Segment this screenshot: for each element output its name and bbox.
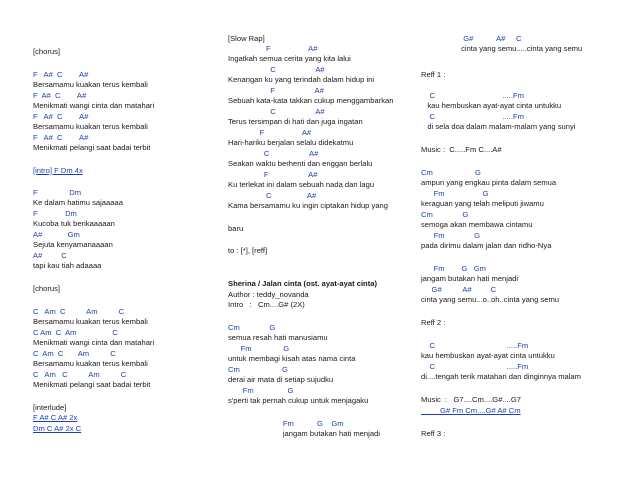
lyric-line: Intro : Cm....G# (2X) [228,300,305,309]
lyric-line: Kama bersamamu ku ingin ciptakan hidup yang [228,201,388,210]
lyric-line: Bersamamu kuakan terus kembali [33,359,148,368]
lyric-line: Music : G7....Cm....G#....G7 [421,395,522,404]
lyric-line: Bersamamu kuakan terus kembali [33,317,148,326]
lyric-line: Music : C.....Fm C....A# [421,145,502,154]
chord-line: Cm G [421,210,469,219]
chord-line: C Am C Am C [33,370,127,379]
lyric-line: tapi kau tiah adaaaa [33,261,102,270]
lyric-line: Kenangan ku yang terindah dalam hidup ini [228,75,375,84]
lyric-line: cinta yang semu...o..oh..cinta yang semu [421,295,560,304]
lyric-line: Terus tersimpan di hati dan juga ingatan [228,117,363,126]
lyric-line: Sherina / Jalan cinta (ost. ayat-ayat cinta) [228,279,377,288]
lyric-line: Bersamamu kuakan terus kembali [33,80,148,89]
lyric-line: semua resah hati manusiamu [228,333,328,342]
chord-line: F Dm [33,188,82,197]
chord-line: Dm C A# 2x C [33,424,82,433]
chord-line: C A# [228,149,319,158]
lyric-line: Menikmati pelangi saat badai terbit [33,380,151,389]
lyric-line: Sebuah kata-kata takkan cukup menggambarkan [228,96,394,105]
chord-line: Fm G Gm [421,264,486,273]
lyric-line: semoga akan membawa cintamu [421,220,533,229]
chord-line: F A# C A# [33,70,89,79]
lyric-line: Ku terlekat ini dalam sebuah nada dan lagu [228,180,375,189]
lyric-line: cinta yang semu.....cinta yang semu [421,44,583,53]
chord-line: A# Gm [33,230,80,239]
chord-line: C .....Fm [421,341,529,350]
chord-line: F A# C A# [33,91,87,100]
lyric-line: Reff 3 : [421,429,446,438]
lyric-line: Ingatkah semua cerita yang kita lalui [228,54,351,63]
chord-line: Fm G [421,189,489,198]
lyric-line: [chorus] [33,47,61,56]
chord-line: C .....Fm [421,91,524,100]
chord-line: C Am C Am C [33,349,116,358]
lyric-line: Sejuta kenyamanaaaan [33,240,113,249]
chord-line: Fm G Gm [228,419,344,428]
lyric-line: Seakan waktu berhenti dan enggan berlalu [228,159,373,168]
lyric-line: baru [228,224,244,233]
chord-line: Cm G [228,323,276,332]
lyric-line: Kucoba tuk berikaaaaan [33,219,115,228]
lyric-line: keraguan yang telah meliputi jiwamu [421,199,544,208]
lyric-line: di....tengah terik matahari dan dinginnya malam [421,372,581,381]
lyric-line: Bersamamu kuakan terus kembali [33,122,148,131]
lyric-line: Menikmati wangi cinta dan matahari [33,338,155,347]
chord-line: C A# [228,191,317,200]
chord-line: F A# [228,86,324,95]
chord-line: G# A# C [421,285,497,294]
chord-line: Cm G [228,365,288,374]
chord-line: C .....Fm [421,362,529,371]
chord-line: [intro] F Dm 4x [33,166,83,175]
lyric-line: ampun yang engkau pinta dalam semua [421,178,557,187]
chord-line: C A# [228,107,325,116]
lyric-line: Hari-hariku berjalan selalu didekatmu [228,138,354,147]
lyric-line: kau hembuskan ayat-ayat cinta untukku [421,101,562,110]
chord-line: G# A# C [421,34,522,43]
chord-line: C Am C Am C [33,328,118,337]
chord-line: F A# C A# [33,112,89,121]
chord-line: F A# C A# [33,133,89,142]
lyric-line: untuk membagi kisah atas nama cinta [228,354,356,363]
chord-line: Fm G [228,344,290,353]
lyric-line: derai air mata di setiap sujudku [228,375,334,384]
chord-line: Cm G [421,168,481,177]
chord-line: F A# [228,128,312,137]
lyric-line: [Slow Rap] [228,34,265,43]
chord-line: F A# [228,170,318,179]
lyric-line: s'perti tak pernah cukup untuk menjagaku [228,396,369,405]
lyric-line: to : [*], [reff] [228,246,268,255]
lyric-line: Reff 1 : [421,70,446,79]
chord-line: F A# C A# 2x [33,413,78,422]
chord-line: F A# [228,44,318,53]
lyric-line: Menikmati wangi cinta dan matahari [33,101,155,110]
lyric-line: jangam butakan hati menjadi [228,429,380,438]
chord-line: F Dm [33,209,77,218]
lyric-line: Author : teddy_novanda [228,290,309,299]
lyric-line: jangam butakan hati menjadi [421,274,519,283]
chord-line: Fm G [228,386,294,395]
lyric-line: [chorus] [33,284,61,293]
chord-line: C Am C Am C [33,307,125,316]
lyric-line: kau hembuskan ayat-ayat cinta untukku [421,351,555,360]
chord-line: G# Fm Cm....G# A# Cm [421,406,521,415]
lyric-line: Menikmati pelangi saat badai terbit [33,143,151,152]
lyric-line: [interlude] [33,403,67,412]
lyric-line: Reff 2 : [421,318,446,327]
chord-line: A# C [33,251,67,260]
chord-line: C A# [228,65,325,74]
chord-line: Fm G [421,231,481,240]
lyric-line: Ke dalam hatimu sajaaaaa [33,198,123,207]
lyric-line: di sela doa dalam malam-malam yang sunyi [421,122,576,131]
lyric-line: pada dirimu dalam jalan dan ridho-Nya [421,241,552,250]
chord-line: C .....Fm [421,112,524,121]
